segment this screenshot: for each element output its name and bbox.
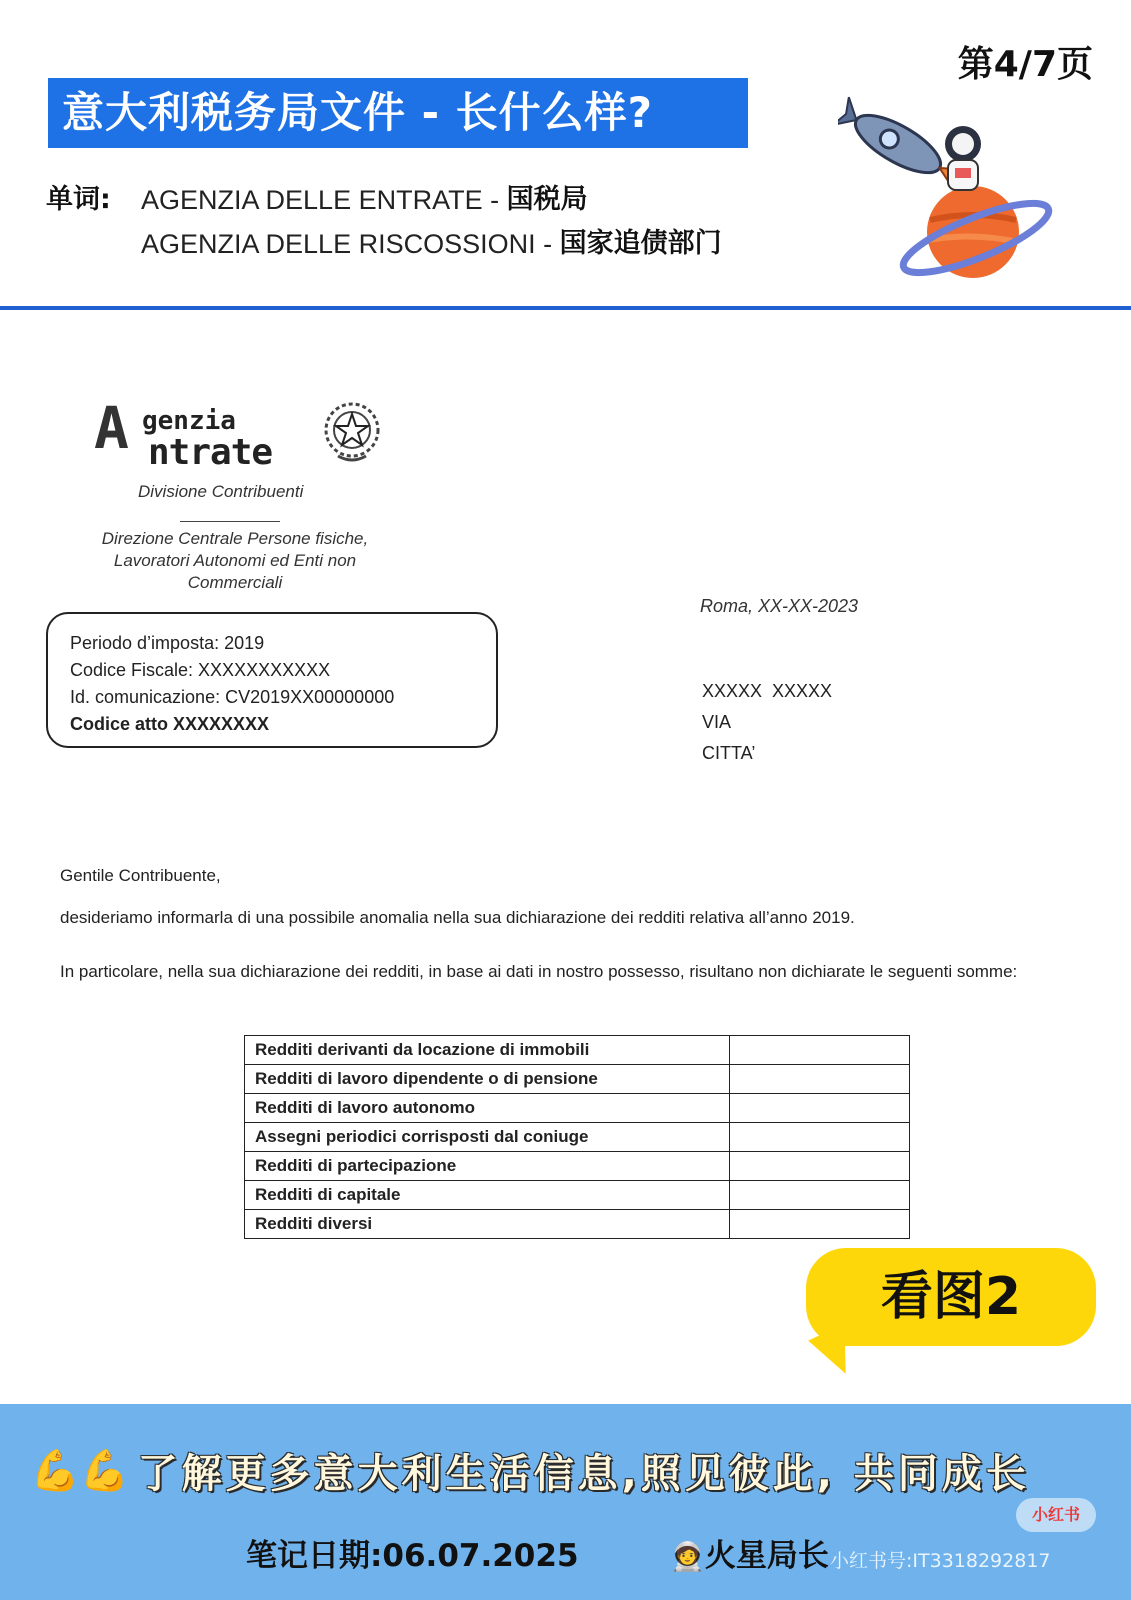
table-cell-label: Redditi di lavoro dipendente o di pensione (245, 1065, 730, 1094)
table-row (245, 1094, 910, 1123)
table-cell-label: Redditi di lavoro autonomo (245, 1094, 730, 1123)
page-indicator: 第4/7页 (957, 44, 1093, 85)
note-date-value: 06.07.2025 (382, 1538, 579, 1574)
note-date-label: 笔记日期: (246, 1538, 383, 1574)
direzione-line: Lavoratori Autonomi ed Enti non (113, 551, 357, 570)
table-row (245, 1152, 910, 1181)
table-cell-label: Redditi derivanti da locazione di immobili (245, 1036, 730, 1065)
periodo-imposta: Periodo d’imposta: 2019 (70, 633, 265, 653)
italy-emblem-icon (320, 398, 384, 466)
place-date: Roma, XX-XX-2023 (700, 596, 859, 616)
xiaohongshu-badge: 小红书 (1016, 1498, 1096, 1532)
income-table (244, 1035, 910, 1239)
vocab-term-cn: 国税局 (506, 184, 588, 215)
table-cell-value (730, 1036, 910, 1065)
table-cell-value (730, 1094, 910, 1123)
vocab-term-cn: 国家追债部门 (559, 228, 722, 259)
slogan-text: 了解更多意大利生活信息,照见彼此, 共同成长 (137, 1450, 1030, 1497)
tax-info-box (46, 612, 498, 748)
table-cell-value (730, 1181, 910, 1210)
direzione-block (60, 528, 410, 594)
vocab-term-it: AGENZIA DELLE RISCOSSIONI (141, 229, 536, 259)
table-cell-label: Assegni periodici corrisposti dal coniuge (245, 1123, 730, 1152)
table-row (245, 1123, 910, 1152)
logo-word-agenzia: genzia (142, 406, 236, 436)
table-cell-value (730, 1152, 910, 1181)
vocab-separator: - (535, 229, 560, 259)
flexed-arms-icon: 💪💪 (30, 1447, 130, 1494)
author (670, 1530, 829, 1575)
codice-atto: Codice atto XXXXXXXX (70, 714, 270, 734)
table-cell-value (730, 1210, 910, 1239)
division-name: Divisione Contribuenti (138, 482, 304, 501)
direzione-line: Commerciali (187, 573, 283, 592)
vocab-separator: - (482, 185, 507, 215)
body-paragraph-1: desideriamo informarla di una possibile anomalia nella sua dichiarazione dei redditi relativa all’anno 2019. (60, 908, 855, 927)
body-paragraph-2: In particolare, nella sua dichiarazione dei redditi, in base ai dati in nostro possesso, risultano non dichiarate le seguenti somme: (60, 962, 1018, 981)
address-line: XXXXX XXXXX (702, 681, 833, 701)
footer-slogan (30, 1440, 1110, 1500)
address-line: VIA (702, 712, 732, 732)
vocab-term-it: AGENZIA DELLE ENTRATE (141, 185, 483, 215)
astronaut-icon: 🧑‍🚀 (670, 1540, 705, 1573)
recipient-address (702, 676, 832, 769)
vocab-row (46, 178, 722, 222)
table-cell-label: Redditi di partecipazione (245, 1152, 730, 1181)
page-title: 意大利税务局文件 - 长什么样? (48, 78, 748, 148)
codice-fiscale: Codice Fiscale: XXXXXXXXXXX (70, 660, 331, 680)
vocab-row (46, 222, 722, 266)
id-comunicazione: Id. comunicazione: CV2019XX00000000 (70, 687, 395, 707)
logo-letter-a: A (94, 394, 129, 462)
vocab-indent (46, 222, 141, 266)
table-cell-label: Redditi diversi (245, 1210, 730, 1239)
table-cell-value (730, 1065, 910, 1094)
xiaohongshu-id: 小红书号:IT3318292817 (830, 1550, 1051, 1572)
table-row (245, 1210, 910, 1239)
table-cell-label: Redditi di capitale (245, 1181, 730, 1210)
greeting: Gentile Contribuente, (60, 866, 221, 885)
vocab-section (46, 178, 722, 266)
address-line: CITTA’ (702, 743, 756, 763)
header-divider (0, 306, 1131, 310)
direzione-line: Direzione Centrale Persone fisiche, (101, 529, 369, 548)
author-name: 火星局长 (704, 1538, 829, 1574)
vocab-label: 单词: (46, 184, 111, 215)
note-date (246, 1530, 579, 1575)
table-row (245, 1036, 910, 1065)
table-row (245, 1065, 910, 1094)
see-image-callout: 看图2 (806, 1248, 1096, 1346)
division-divider (180, 521, 280, 522)
table-cell-value (730, 1123, 910, 1152)
logo-word-entrate: ntrate (148, 432, 273, 473)
table-row (245, 1181, 910, 1210)
rocket-astronaut-planet-icon (838, 92, 1078, 292)
